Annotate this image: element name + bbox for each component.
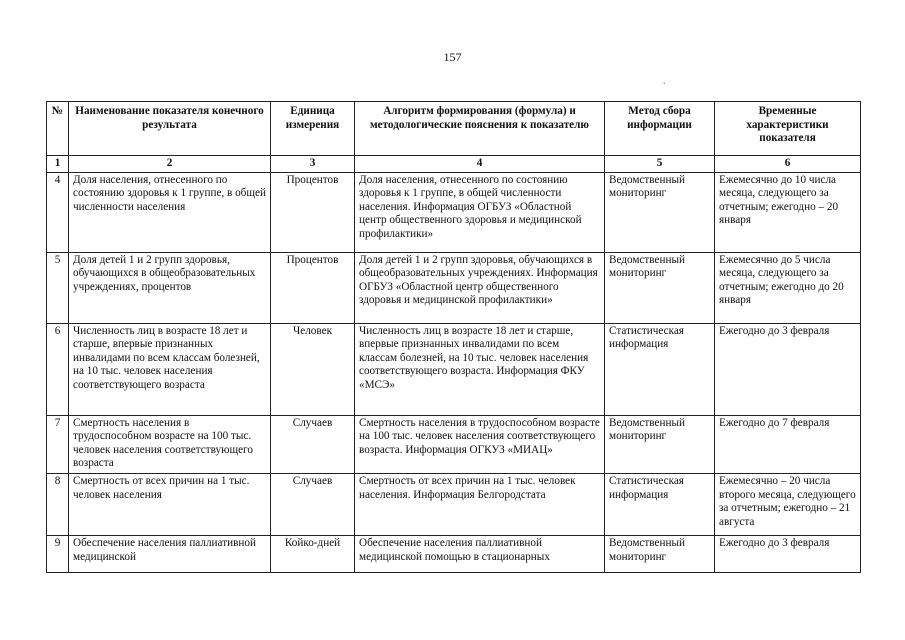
scan-speck: . [663, 76, 666, 87]
header-name: Наименование показателя конечного результата [69, 102, 271, 156]
timing-text: Ежегодно до 3 февраля [715, 535, 861, 572]
header-num: № [47, 102, 69, 156]
header-method: Метод сбора информации [605, 102, 715, 156]
unit-of-measure: Процентов [271, 252, 355, 323]
timing-text: Ежемесячно до 5 числа месяца, следующего за отчетным; ежегодно до 20 января [715, 252, 861, 323]
column-number: 2 [69, 156, 271, 173]
row-number: 9 [47, 535, 69, 572]
header-algorithm: Алгоритм формирования (формула) и методологические пояснения к показателю [355, 102, 605, 156]
indicator-name: Доля населения, отнесенного по состоянию здоровья к 1 группе, в общей численности населения [69, 172, 271, 252]
unit-of-measure: Человек [271, 323, 355, 415]
indicator-name: Смертность населения в трудоспособном возрасте на 100 тыс. человек населения соответствующего возраста [69, 415, 271, 473]
collection-method: Статистическая информация [605, 473, 715, 535]
timing-text: Ежемесячно – 20 числа второго месяца, следующего за отчетным; ежегодно – 21 августа [715, 473, 861, 535]
table-row [47, 415, 861, 473]
collection-method: Ведомственный мониторинг [605, 172, 715, 252]
column-number: 3 [271, 156, 355, 173]
table-row [47, 473, 861, 535]
column-number: 1 [47, 156, 69, 173]
unit-of-measure: Случаев [271, 415, 355, 473]
unit-of-measure: Случаев [271, 473, 355, 535]
row-number: 7 [47, 415, 69, 473]
collection-method: Статистическая информация [605, 323, 715, 415]
page-number: 157 [443, 50, 462, 64]
algorithm-text: Смертность от всех причин на 1 тыс. человек населения. Информация Белгородстата [355, 473, 605, 535]
indicator-name: Обеспечение населения паллиативной медицинской [69, 535, 271, 572]
unit-of-measure: Койко-дней [271, 535, 355, 572]
table-row [47, 172, 861, 252]
row-number: 8 [47, 473, 69, 535]
row-number: 6 [47, 323, 69, 415]
row-number: 4 [47, 172, 69, 252]
column-number: 5 [605, 156, 715, 173]
unit-of-measure: Процентов [271, 172, 355, 252]
column-number-row [47, 156, 861, 173]
row-number: 5 [47, 252, 69, 323]
collection-method: Ведомственный мониторинг [605, 415, 715, 473]
timing-text: Ежегодно до 7 февраля [715, 415, 861, 473]
indicator-name: Доля детей 1 и 2 групп здоровья, обучающихся в общеобразовательных учреждениях, процентов [69, 252, 271, 323]
timing-text: Ежемесячно до 10 числа месяца, следующего за отчетным; ежегодно – 20 января [715, 172, 861, 252]
table-row [47, 252, 861, 323]
algorithm-text: Доля детей 1 и 2 групп здоровья, обучающихся в общеобразовательных учреждениях. Информация ОГБУЗ «Областной центр общественного здоровья и медицинской профилактики» [355, 252, 605, 323]
table-row [47, 323, 861, 415]
collection-method: Ведомственный мониторинг [605, 535, 715, 572]
table-header-row [47, 102, 861, 156]
header-timing: Временные характеристики показателя [715, 102, 861, 156]
algorithm-text: Численность лиц в возрасте 18 лет и старше, впервые признанных инвалидами по всем классам болезней, на 10 тыс. человек населения соответствующего возраста. Информация ФКУ «МСЭ» [355, 323, 605, 415]
timing-text: Ежегодно до 3 февраля [715, 323, 861, 415]
collection-method: Ведомственный мониторинг [605, 252, 715, 323]
table-row [47, 535, 861, 572]
algorithm-text: Доля населения, отнесенного по состоянию здоровья к 1 группе, в общей численности населения. Информация ОГБУЗ «Областной центр общественного здоровья и медицинской профилактики» [355, 172, 605, 252]
indicator-name: Численность лиц в возрасте 18 лет и старше, впервые признанных инвалидами по всем классам болезней, на 10 тыс. человек населения соответствующего возраста [69, 323, 271, 415]
algorithm-text: Обеспечение населения паллиативной медицинской помощью в стационарных [355, 535, 605, 572]
column-number: 6 [715, 156, 861, 173]
header-unit: Единица измерения [271, 102, 355, 156]
indicators-table [46, 101, 861, 573]
column-number: 4 [355, 156, 605, 173]
algorithm-text: Смертность населения в трудоспособном возрасте на 100 тыс. человек населения соответствующего возраста. Информация ОГКУЗ «МИАЦ» [355, 415, 605, 473]
indicator-name: Смертность от всех причин на 1 тыс. человек населения [69, 473, 271, 535]
